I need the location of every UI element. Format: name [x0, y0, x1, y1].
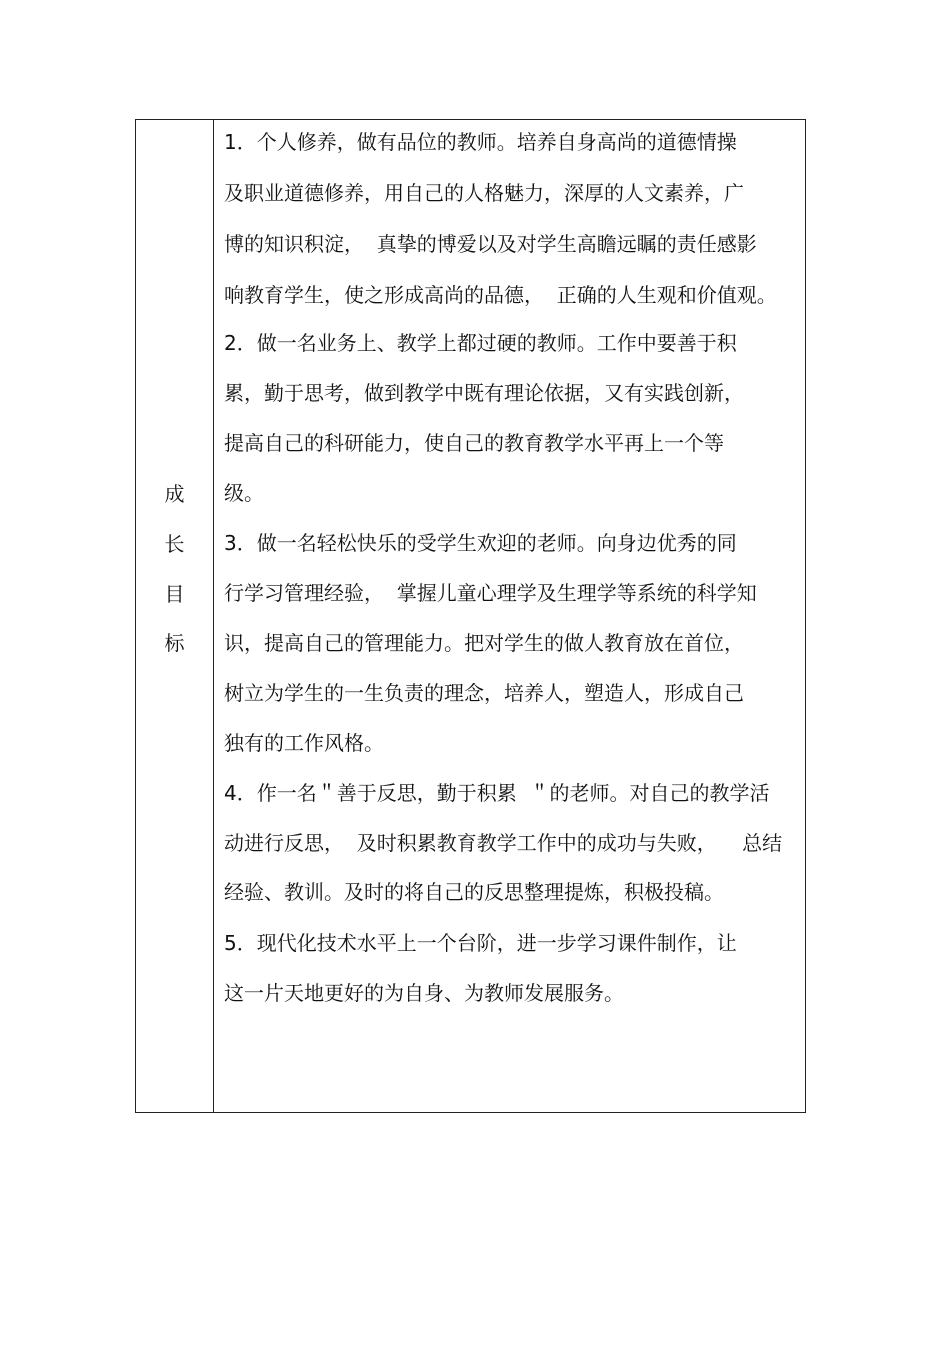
text-line: 1．个人修养，做有品位的教师。培养自身高尚的道德情操	[224, 130, 737, 154]
text-line: 识，提高自己的管理能力。把对学生的做人教育放在首位，	[224, 631, 744, 655]
text-line: 经验、教训。及时的将自己的反思整理提炼，积极投稿。	[224, 880, 724, 904]
text-line: 累，勤于思考，做到教学中既有理论依据，又有实践创新，	[224, 381, 744, 405]
text-line: 树立为学生的一生负责的理念，培养人，塑造人，形成自己	[224, 681, 744, 705]
text-line: 2．做一名业务上、教学上都过硬的教师。工作中要善于积	[224, 331, 737, 355]
growth-goals-table	[135, 119, 806, 1113]
text-line: 响教育学生，使之形成高尚的品德， 正确的人生观和价值观。	[224, 283, 777, 307]
text-line: 这一片天地更好的为自身、为教师发展服务。	[224, 981, 624, 1005]
label-char: 成	[164, 482, 185, 506]
text-line: 行学习管理经验， 掌握儿童心理学及生理学等系统的科学知	[224, 581, 757, 605]
label-char: 标	[164, 631, 185, 655]
text-line: 级。	[224, 481, 264, 505]
growth-goals-label	[136, 120, 213, 1112]
text-line: 提高自己的科研能力，使自己的教育教学水平再上一个等	[224, 431, 724, 455]
text-line: 5．现代化技术水平上一个台阶，进一步学习课件制作，让	[224, 931, 737, 955]
text-line: 3．做一名轻松快乐的受学生欢迎的老师。向身边优秀的同	[224, 531, 737, 555]
column-divider	[213, 120, 214, 1112]
text-line: 4．作一名＂善于反思，勤于积累 ＂的老师。对自己的教学活	[224, 781, 770, 805]
text-line: 独有的工作风格。	[224, 731, 384, 755]
growth-goals-content	[224, 120, 804, 1112]
label-char: 长	[164, 532, 185, 556]
text-line: 动进行反思， 及时积累教育教学工作中的成功与失败， 总结	[224, 831, 783, 855]
label-char: 目	[164, 582, 185, 606]
text-line: 及职业道德修养，用自己的人格魅力，深厚的人文素养，广	[224, 181, 744, 205]
text-line: 博的知识积淀， 真挚的博爱以及对学生高瞻远瞩的责任感影	[224, 232, 757, 256]
